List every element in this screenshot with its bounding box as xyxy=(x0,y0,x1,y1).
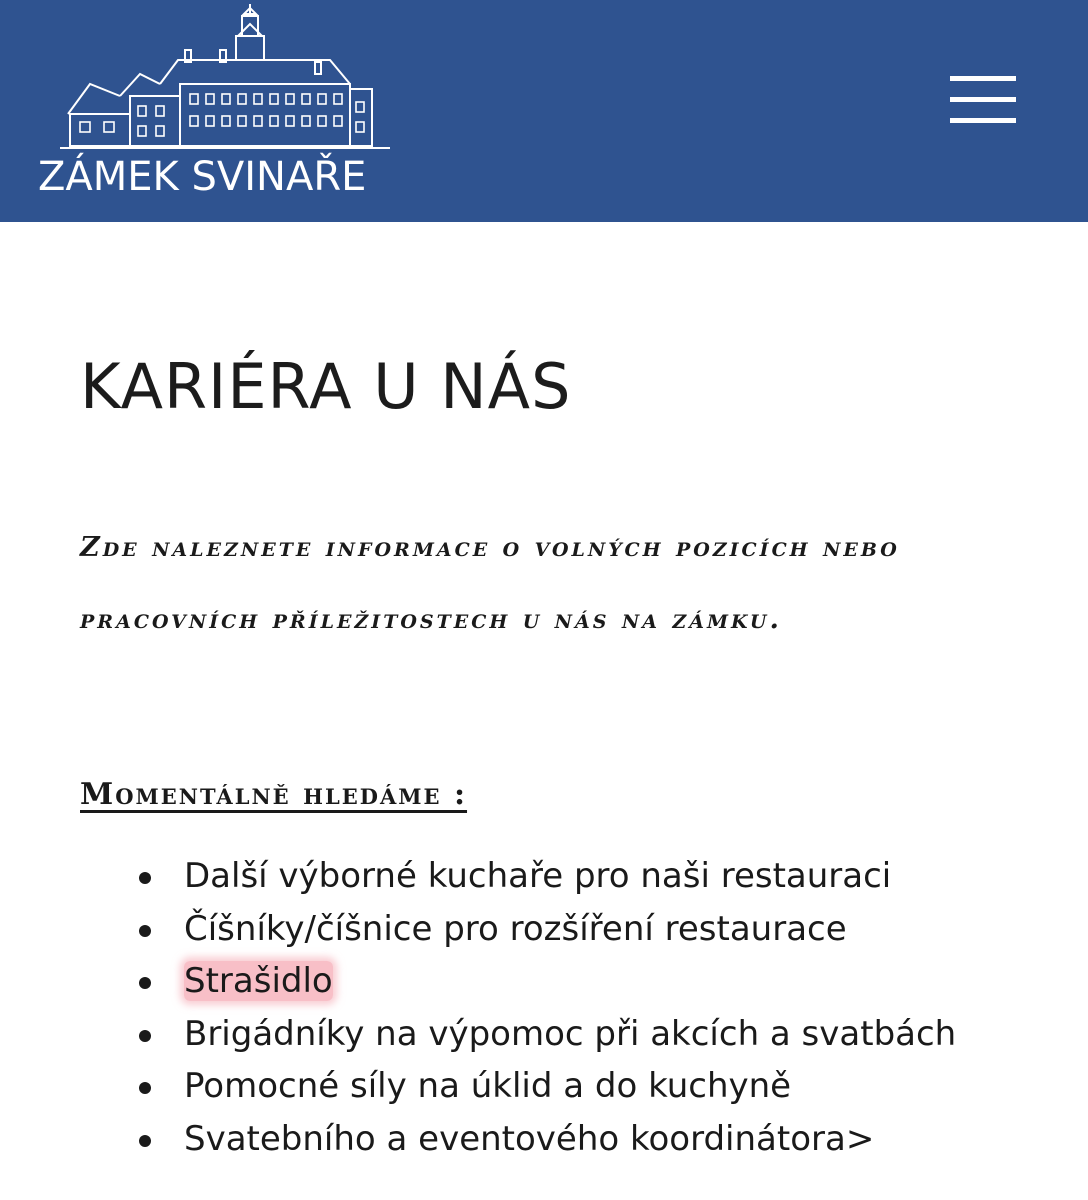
job-title: Svatebního a eventového koordinátora> xyxy=(184,1118,875,1159)
hamburger-menu-icon[interactable] xyxy=(946,72,1020,128)
list-item xyxy=(80,1113,956,1166)
logo-text: ZÁMEK SVINAŘE xyxy=(38,154,367,200)
list-item xyxy=(80,850,956,903)
list-item xyxy=(80,903,956,956)
list-item xyxy=(80,955,956,1008)
page-title: KARIÉRA U NÁS xyxy=(80,350,572,423)
castle-logo-icon xyxy=(60,4,390,154)
job-list xyxy=(80,850,956,1165)
job-title: Číšníky/číšnice pro rozšíření restaurace xyxy=(184,908,847,949)
site-header xyxy=(0,0,1088,222)
section-heading: Momentálně hledáme : xyxy=(80,777,468,812)
menu-bar xyxy=(950,76,1016,81)
job-title-highlighted: Strašidlo xyxy=(184,961,333,1001)
menu-bar xyxy=(950,118,1016,123)
job-title: Pomocné síly na úklid a do kuchyně xyxy=(184,1066,792,1106)
site-logo[interactable] xyxy=(38,4,408,204)
menu-bar xyxy=(950,97,1016,102)
list-item xyxy=(80,1060,956,1113)
intro-text: Zde naleznete informace o volných pozicích nebo pracovních příležitostech u nás na zámku. xyxy=(80,532,900,635)
list-item xyxy=(80,1008,956,1061)
job-title: Další výborné kuchaře pro naši restauraci xyxy=(184,856,892,896)
job-title: Brigádníky na výpomoc při akcích a svatbách xyxy=(184,1013,957,1054)
